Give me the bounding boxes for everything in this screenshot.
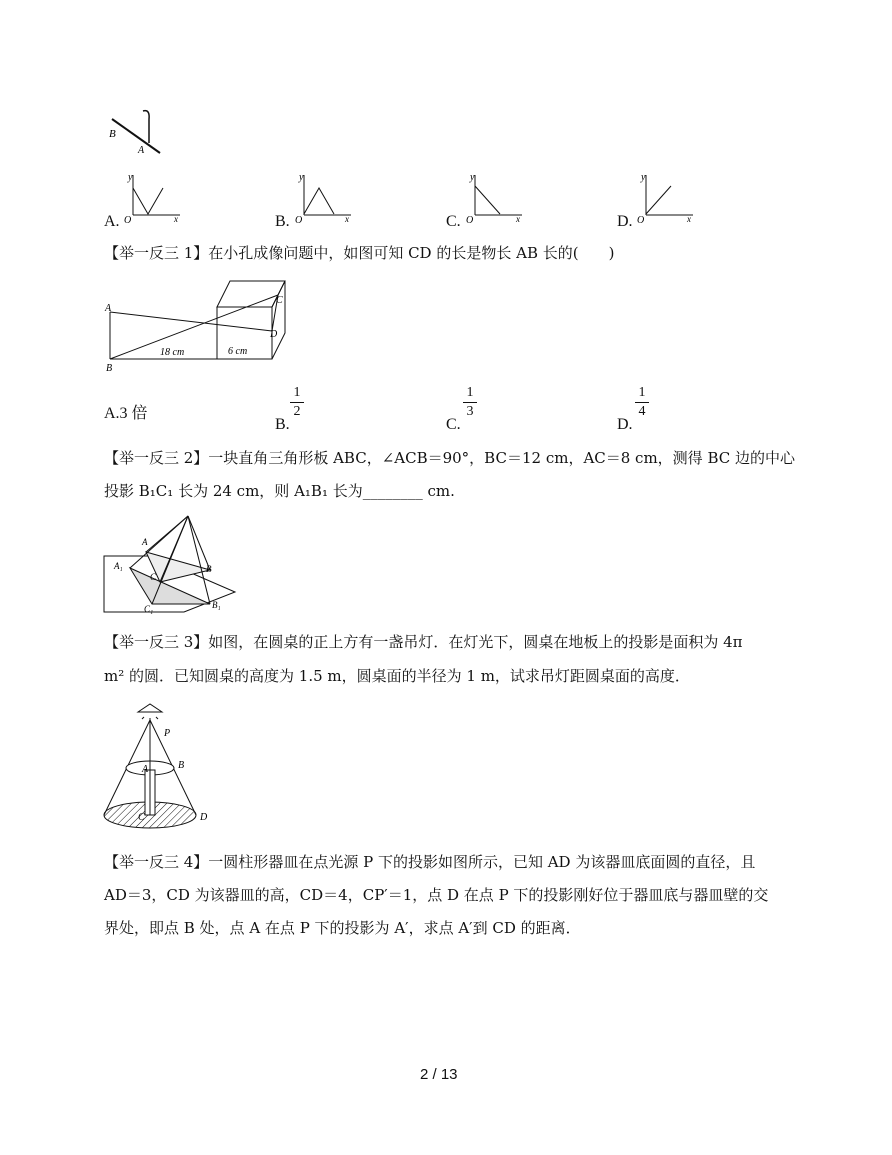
q1-fraction-b: 1 2 [290, 385, 304, 420]
svg-text:C: C [138, 812, 145, 823]
q1-fraction-d: 1 4 [635, 385, 649, 420]
svg-text:B₁: B₁ [212, 600, 221, 610]
svg-text:O: O [466, 215, 474, 225]
graph-d [631, 170, 696, 225]
label-b: B [109, 128, 116, 140]
q1-option-b[interactable]: B. [275, 416, 290, 433]
label-a: A [138, 145, 145, 156]
svg-text:B: B [206, 564, 212, 574]
option-a[interactable]: A. [104, 213, 120, 230]
svg-text:18 cm: 18 cm [160, 347, 185, 358]
svg-text:y: y [641, 172, 646, 183]
q2-text-line2: 投影 B₁C₁ 长为 24 cm，则 A₁B₁ 长为________ cm. [104, 482, 455, 500]
graph-b [289, 170, 354, 225]
svg-text:y: y [299, 172, 304, 183]
svg-text:x: x [174, 214, 178, 224]
top-figure [100, 105, 180, 160]
q4-text-line2: AD＝3，CD 为该器皿的高，CD＝4，CP′＝1，点 D 在点 P 下的投影刚好位于器皿底与器皿壁的交 [104, 886, 769, 904]
svg-text:O: O [637, 215, 645, 225]
q1-text: 【举一反三 1】在小孔成像问题中，如图可知 CD 的长是物长 AB 长的( ) [104, 244, 615, 262]
q4-text-line3: 界处，即点 B 处，点 A 在点 P 下的投影为 A′，求点 A′到 CD 的距离． [104, 919, 581, 937]
svg-text:C: C [276, 295, 283, 306]
svg-text:D: D [200, 812, 208, 823]
q3-text-line1: 【举一反三 3】如图，在圆桌的正上方有一盏吊灯．在灯光下，圆桌在地板上的投影是面积为 4π [104, 633, 743, 651]
graph-c [460, 170, 525, 225]
svg-text:P: P [164, 728, 171, 739]
svg-text:y: y [128, 172, 133, 183]
svg-text:B: B [178, 760, 185, 771]
svg-text:x: x [687, 214, 691, 224]
svg-text:6 cm: 6 cm [228, 346, 248, 357]
q2-figure [100, 512, 245, 617]
q1-option-a[interactable]: A.3 倍 [104, 405, 148, 422]
svg-text:A: A [105, 303, 112, 314]
q1-option-c[interactable]: C. [446, 416, 461, 433]
svg-text:y: y [470, 172, 475, 183]
svg-text:O: O [124, 215, 132, 225]
svg-text:C₁: C₁ [144, 604, 154, 614]
q4-text-line1: 【举一反三 4】一圆柱形器皿在点光源 P 下的投影如图所示，已知 AD 为该器皿底面圆的直径，且 [104, 853, 756, 871]
svg-text:A: A [142, 537, 148, 547]
option-d[interactable]: D. [617, 213, 633, 230]
graph-a [118, 170, 183, 225]
q3-text-line2: m² 的圆．已知圆桌的高度为 1.5 m，圆桌面的半径为 1 m，试求吊灯距圆桌面的高度． [104, 667, 690, 685]
q1-option-d[interactable]: D. [617, 416, 633, 433]
svg-text:x: x [516, 214, 520, 224]
svg-text:B: B [106, 363, 113, 374]
option-b[interactable]: B. [275, 213, 290, 230]
svg-text:A: A [142, 764, 149, 775]
q1-fraction-c: 1 3 [463, 385, 477, 420]
q3-figure [100, 700, 225, 835]
svg-text:A₁: A₁ [114, 561, 123, 571]
svg-text:O: O [295, 215, 303, 225]
option-c[interactable]: C. [446, 213, 461, 230]
svg-text:D: D [270, 329, 278, 340]
q1-figure [100, 275, 300, 375]
q2-text-line1: 【举一反三 2】一块直角三角形板 ABC，∠ACB＝90°，BC＝12 cm，AC＝8 cm，测得 BC 边的中心 [104, 449, 795, 467]
svg-text:C: C [150, 572, 157, 582]
svg-text:x: x [345, 214, 349, 224]
page-number: 2 / 13 [420, 1066, 458, 1083]
